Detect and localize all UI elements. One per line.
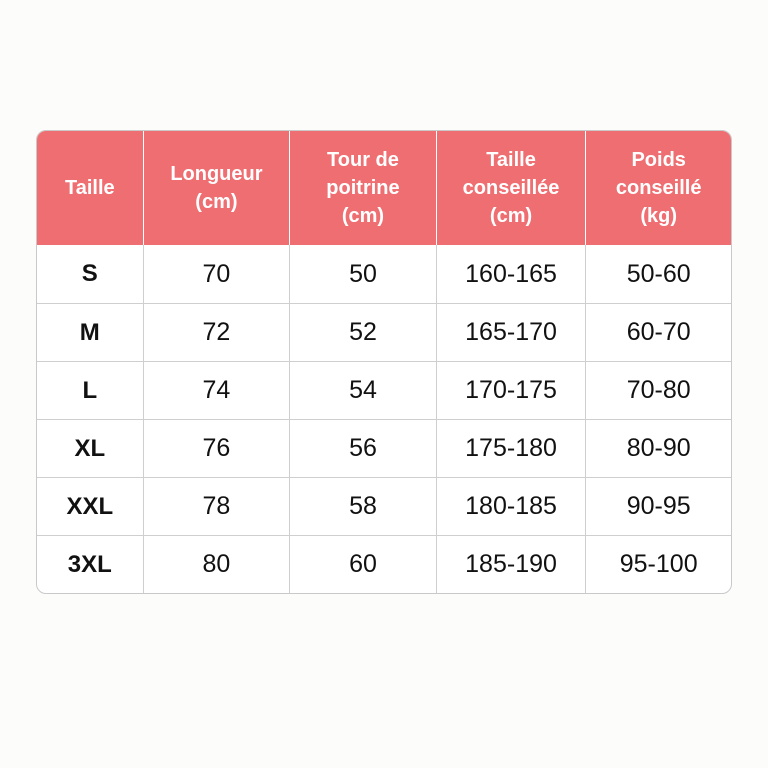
- size-cell: M: [37, 303, 144, 361]
- length-cell: 74: [144, 361, 291, 419]
- size-cell: L: [37, 361, 144, 419]
- table-header: [37, 131, 731, 245]
- chest-cell: 56: [290, 419, 436, 477]
- height-cell: 165-170: [437, 303, 587, 361]
- table-row: [37, 535, 731, 593]
- weight-cell: 95-100: [586, 535, 731, 593]
- table-row: [37, 245, 731, 303]
- height-cell: 175-180: [437, 419, 587, 477]
- chest-cell: 54: [290, 361, 436, 419]
- length-cell: 78: [144, 477, 291, 535]
- length-cell: 70: [144, 245, 291, 303]
- weight-cell: 50-60: [626, 259, 691, 288]
- header-row: [37, 131, 731, 245]
- size-cell: XXL: [37, 477, 144, 535]
- length-cell: 72: [144, 303, 291, 361]
- height-cell: 160-165: [437, 245, 587, 303]
- size-cell: S: [37, 245, 144, 303]
- weight-cell: 60-70: [586, 303, 731, 361]
- size-chart-table: [36, 130, 732, 594]
- chest-cell: 58: [290, 477, 436, 535]
- table-row: [37, 361, 731, 419]
- size-cell: XL: [37, 419, 144, 477]
- header-chest: Tour de poitrine (cm): [290, 131, 436, 245]
- weight-cell: 70-80: [586, 361, 731, 419]
- chest-cell: 50: [290, 245, 436, 303]
- header-size: Taille: [37, 131, 144, 245]
- header-recommended-height: Taille conseillée (cm): [437, 131, 587, 245]
- length-cell: 76: [144, 419, 291, 477]
- weight-cell: 80-90: [586, 419, 731, 477]
- header-recommended-weight: Poids conseillé (kg): [586, 131, 731, 245]
- table-row: [37, 303, 731, 361]
- table-row: [37, 477, 731, 535]
- height-cell: 185-190: [437, 535, 587, 593]
- table-row: [37, 419, 731, 477]
- height-cell: 170-175: [437, 361, 587, 419]
- chest-cell: 52: [290, 303, 436, 361]
- chest-cell: 60: [290, 535, 436, 593]
- length-cell: 80: [144, 535, 291, 593]
- weight-cell: 90-95: [586, 477, 731, 535]
- header-length: Longueur (cm): [144, 131, 291, 245]
- height-cell: 180-185: [437, 477, 587, 535]
- table-body: [37, 245, 731, 593]
- size-cell: 3XL: [37, 535, 144, 593]
